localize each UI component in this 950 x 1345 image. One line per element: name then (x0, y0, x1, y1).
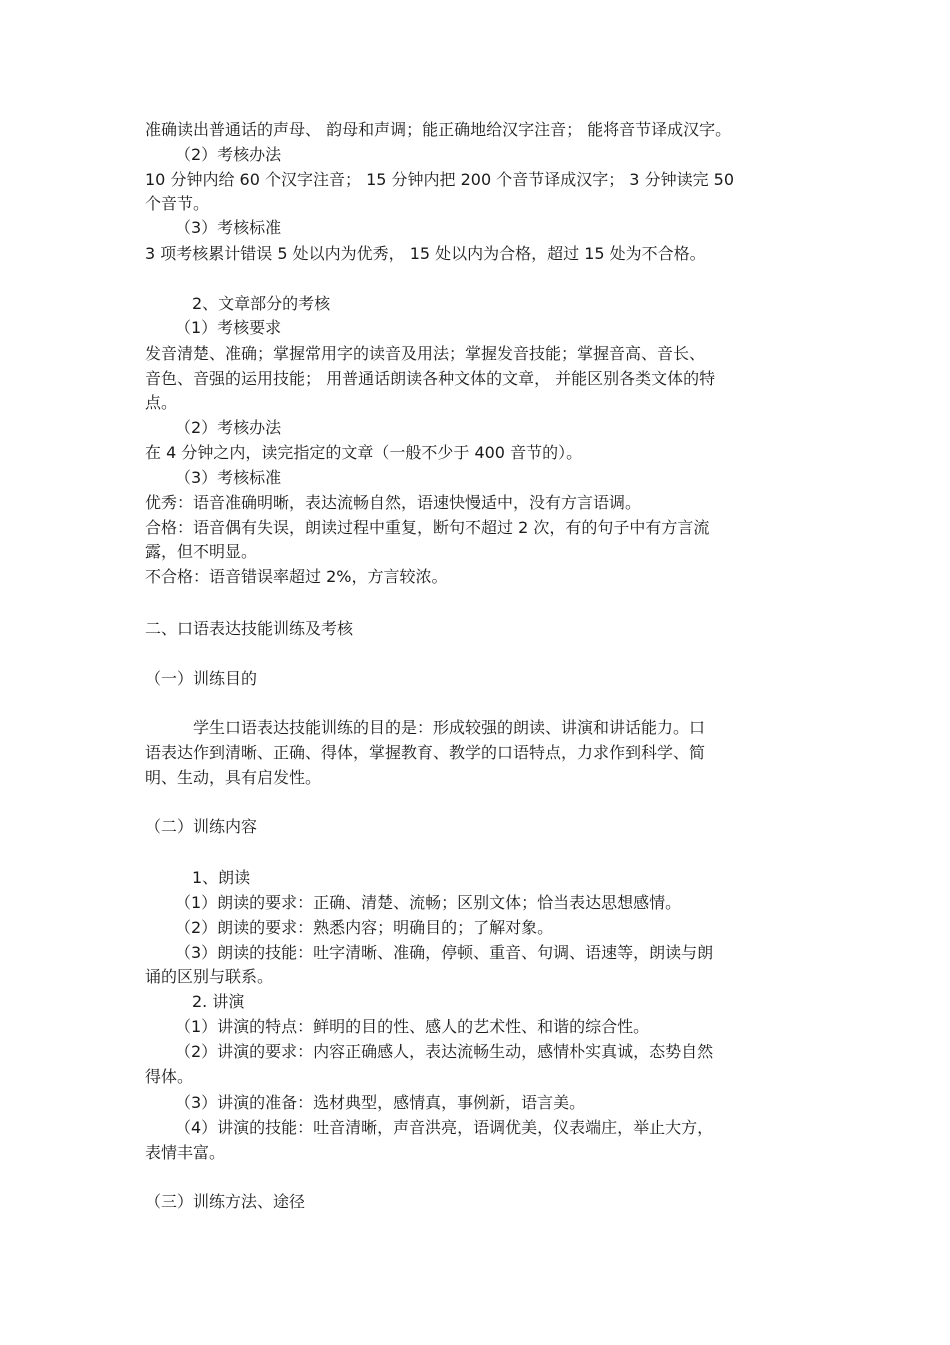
text-line: 点。 (145, 393, 178, 412)
list-item: （4）讲演的技能：吐音清晰，声音洪亮，语调优美，仪表端庄，举止大方， (175, 1118, 714, 1137)
text-line: 准确读出普通话的声母、 韵母和声调；能正确地给汉字注音； 能将音节译成汉字。 (145, 120, 732, 139)
section-heading: 2、文章部分的考核 (192, 294, 331, 313)
text-line: 露，但不明显。 (145, 542, 258, 561)
text-line: 优秀：语音准确明晰，表达流畅自然，语速快慢适中，没有方言语调。 (145, 493, 642, 512)
paragraph-line: 学生口语表达技能训练的目的是：形成较强的朗读、讲演和讲话能力。口 (193, 718, 706, 737)
paragraph-line: 明、生动，具有启发性。 (145, 768, 322, 787)
subheading: （1）考核要求 (175, 318, 282, 337)
text-line: 音色、音强的运用技能； 用普通话朗读各种文体的文章， 并能区别各类文体的特 (145, 369, 716, 388)
text-line: 发音清楚、准确；掌握常用字的读音及用法；掌握发音技能；掌握音高、音长、 (145, 344, 706, 363)
text-line: 不合格：语音错误率超过 2%，方言较浓。 (145, 567, 448, 586)
subheading: （2）考核办法 (175, 418, 282, 437)
text-line: 得体。 (145, 1067, 194, 1086)
text-line: 表情丰富。 (145, 1143, 226, 1162)
subheading: （3）考核标准 (175, 218, 282, 237)
list-item: （3）讲演的准备：选材典型，感情真，事例新，语言美。 (175, 1093, 586, 1112)
text-line: 合格：语音偶有失误，朗读过程中重复，断句不超过 2 次，有的句子中有方言流 (145, 518, 710, 537)
subheading: （3）考核标准 (175, 468, 282, 487)
section-heading: （一）训练目的 (145, 669, 258, 688)
list-item: （2）讲演的要求：内容正确感人，表达流畅生动，感情朴实真诚，态势自然 (175, 1042, 714, 1061)
subheading: 2. 讲演 (192, 992, 245, 1011)
text-line: 在 4 分钟之内，读完指定的文章（一般不少于 400 音节的）。 (145, 443, 583, 462)
list-item: （3）朗读的技能：吐字清晰、准确，停顿、重音、句调、语速等，朗读与朗 (175, 943, 714, 962)
section-heading: 二、口语表达技能训练及考核 (145, 619, 354, 638)
list-item: （2）朗读的要求：熟悉内容；明确目的；了解对象。 (175, 918, 554, 937)
text-line: 3 项考核累计错误 5 处以内为优秀， 15 处以内为合格，超过 15 处为不合格。 (145, 244, 706, 263)
paragraph-line: 语表达作到清晰、正确、得体，掌握教育、教学的口语特点，力求作到科学、简 (145, 743, 706, 762)
list-item: （1）讲演的特点：鲜明的目的性、感人的艺术性、和谐的综合性。 (175, 1017, 650, 1036)
text-line: 个音节。 (145, 194, 210, 213)
subheading: （2）考核办法 (175, 145, 282, 164)
section-heading: （三）训练方法、途径 (145, 1192, 306, 1211)
text-line: 诵的区别与联系。 (145, 967, 274, 986)
section-heading: （二）训练内容 (145, 817, 258, 836)
list-item: （1）朗读的要求：正确、清楚、流畅；区别文体；恰当表达思想感情。 (175, 893, 682, 912)
text-line: 10 分钟内给 60 个汉字注音； 15 分钟内把 200 个音节译成汉字； 3 分钟读完 50 (145, 170, 735, 189)
subheading: 1、朗读 (192, 868, 251, 887)
